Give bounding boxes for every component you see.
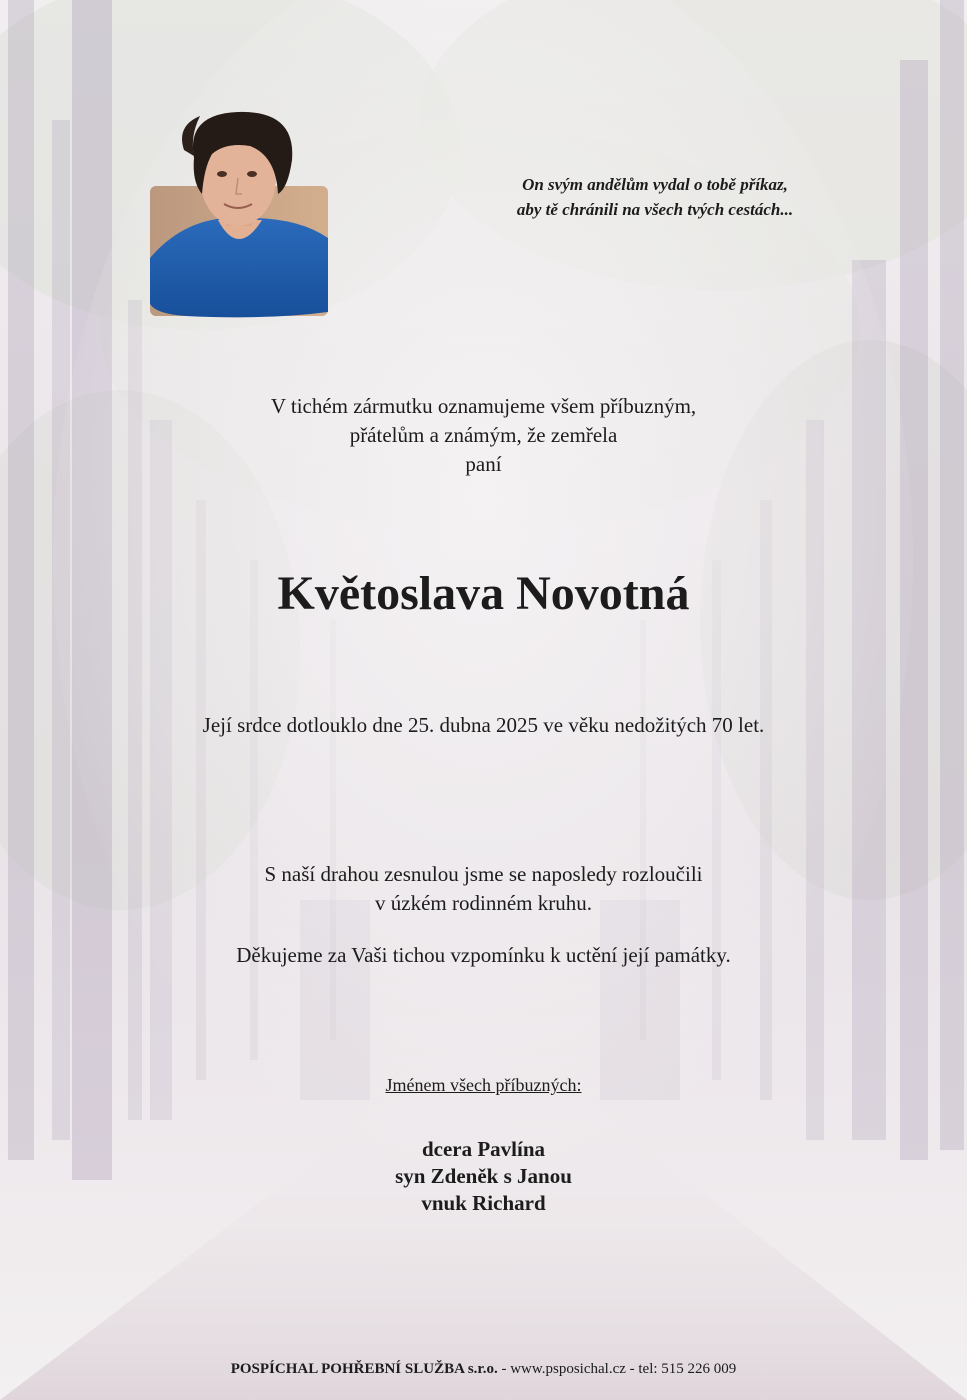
announcement-line-2: přátelům a známým, že zemřela [349, 423, 618, 447]
deceased-name: Květoslava Novotná [277, 567, 690, 620]
thanks-line: Děkujeme za Vaši tichou vzpomínku k uctění její památky. [236, 943, 731, 967]
announcement [0, 392, 967, 479]
relative-item: syn Zdeněk s Janou [395, 1164, 572, 1188]
on-behalf-text: Jménem všech příbuzných: [385, 1075, 582, 1095]
footer-contact: - www.psposichal.cz - tel: 515 226 009 [497, 1361, 737, 1377]
relatives-list [0, 1136, 967, 1217]
relative-item: dcera Pavlína [421, 1137, 546, 1161]
relative-item: vnuk Richard [421, 1191, 546, 1215]
funeral-service-name: POSPÍCHAL POHŘEBNÍ SLUŽBA s.r.o. [230, 1361, 498, 1377]
portrait-photo [146, 108, 330, 318]
on-behalf-label [0, 1072, 967, 1098]
farewell-notice [0, 860, 967, 918]
motto-line-2: aby tě chránili na všech tvých cestách... [516, 200, 794, 219]
footer [0, 1358, 967, 1380]
farewell-line-1: S naší drahou zesnulou jsme se naposledy rozloučili [264, 862, 703, 886]
motto-line-1: On svým andělům vydal o tobě příkaz, [522, 175, 788, 194]
announcement-line-3: paní [465, 452, 502, 476]
farewell-line-2: v úzkém rodinném kruhu. [375, 891, 592, 915]
motto-quote [470, 172, 840, 222]
death-notice: Její srdce dotlouklo dne 25. dubna 2025 ve věku nedožitých 70 let. [202, 713, 765, 737]
announcement-line-1: V tichém zármutku oznamujeme všem příbuzným, [270, 394, 697, 418]
